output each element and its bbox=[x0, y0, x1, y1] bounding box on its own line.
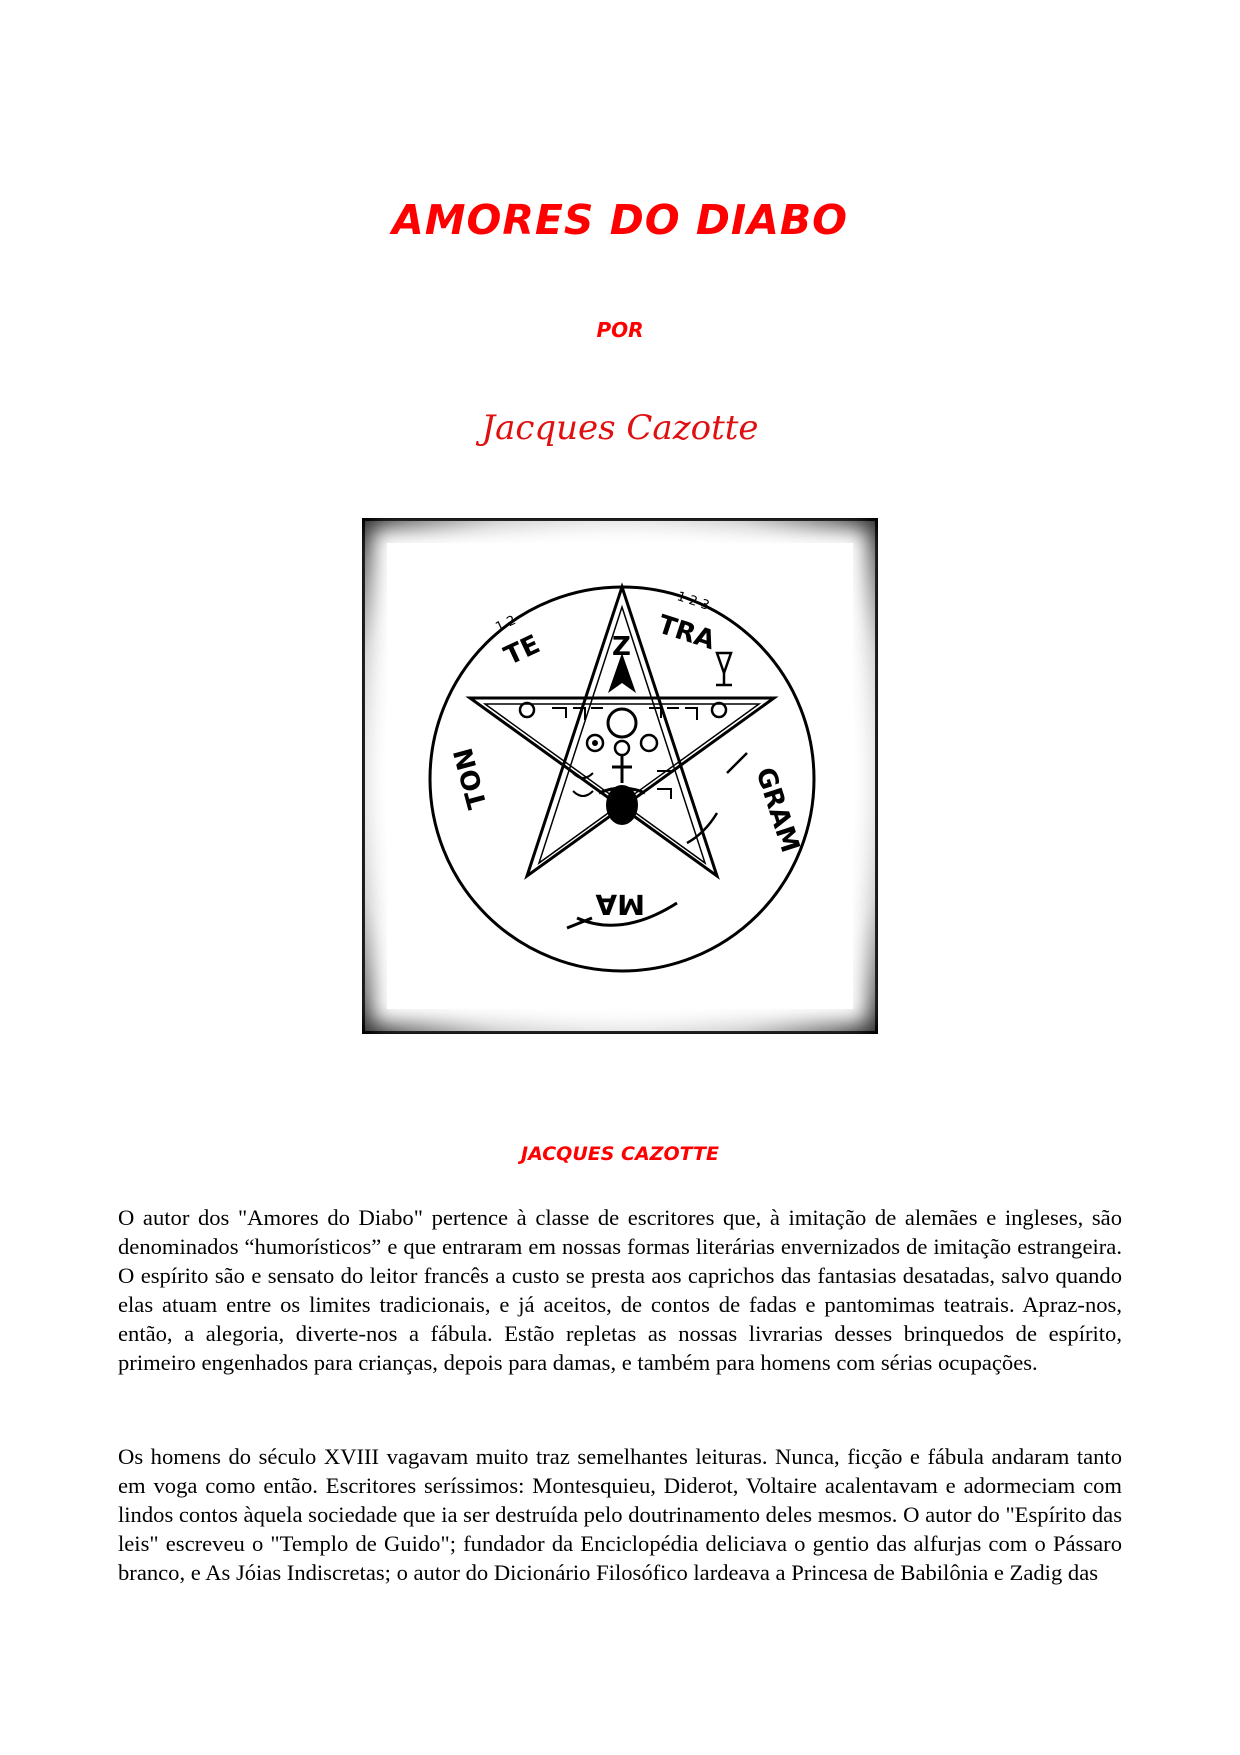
inscription-gram: GRAM bbox=[749, 763, 806, 857]
section-heading: JACQUES CAZOTTE bbox=[521, 1143, 719, 1165]
inscription-tra: TRA bbox=[654, 609, 719, 657]
inscription-ton: TON bbox=[448, 744, 494, 812]
inscription-numbers-right: 1 2 3 bbox=[675, 589, 712, 614]
body-paragraph: O autor dos "Amores do Diabo" pertence à classe de escritores que, à imitação de alemães e ingleses, são denominados “humorísticos” e que entraram em nossas formas literárias envernizados de imitação estrangeira. O espírito são e sensato do leitor francês a custo se presta aos caprichos das fantasias desatadas, salvo quando elas atuam entre os limites tradicionais, e já aceitos, de contos de fadas e pantomimas teatrais. Apraz-nos, então, a alegoria, diverte-nos a fábula. Estão repletas as nossas livrarias desses brinquedos de espírito, primeiro engenhados para crianças, depois para damas, e também para homens com sérias ocupações. bbox=[118, 1205, 1122, 1375]
body-paragraph: Os homens do século XVIII vagavam muito traz semelhantes leituras. Nunca, ficção e fábula andaram tanto em voga como então. Escritores seríssimos: Montesquieu, Diderot, Voltaire acalentavam e adormeciam com lindos contos àquela sociedade que ia ser destruída pelo doutrinamento deles mesmos. O autor do "Espírito das leis" escreveu o "Templo de Guido"; fundador da Enciclopédia deliciava o gentio das alfurjas com o Pássaro branco, e As Jóias Indiscretas; o autor do Dicionário Filosófico lardeava a Princesa de Babilônia e Zadig das bbox=[118, 1444, 1122, 1585]
pentagram-star bbox=[470, 587, 774, 876]
by-label: POR bbox=[596, 318, 644, 342]
inscription-center: Z bbox=[612, 632, 631, 662]
book-title: AMORES DO DIABO bbox=[391, 196, 849, 244]
author-signature: Jacques Cazotte bbox=[481, 408, 759, 448]
inscription-te: TE bbox=[499, 629, 545, 672]
pentagram-seal-image bbox=[387, 543, 853, 1009]
pentagram-image-frame bbox=[362, 518, 878, 1034]
inscription-numbers-left: 1 2 bbox=[493, 613, 519, 636]
inscription-ma: MA bbox=[595, 888, 645, 921]
